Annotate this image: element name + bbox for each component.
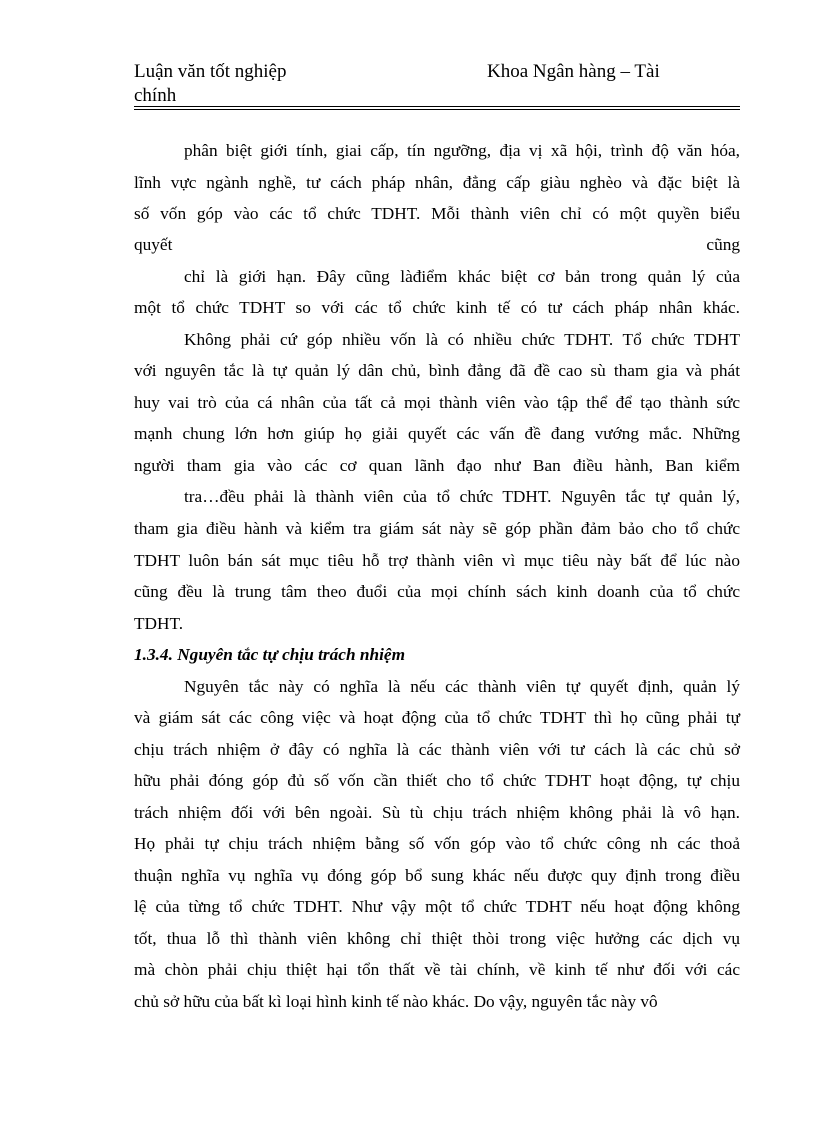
body-line: tra…đều phải là thành viên của tổ chức TDHT. Nguyên tắc tự quản lý, [184,487,740,506]
body-line: Nguyên tắc này có nghĩa là nếu các thành viên tự quyết định, quản lý [184,677,740,696]
header-right-title: Khoa Ngân hàng – Tài [487,61,660,82]
header-left-continuation: chính [134,85,177,106]
header-left-title: Luận văn tốt nghiệp [134,61,287,82]
body-line: và giám sát các công việc và hoạt động của tổ chức TDHT thì họ cũng phải tự [134,708,740,727]
body-line: Họ phải tự chịu trách nhiệm bằng số vốn góp vào tổ chức công nh các thoả [134,834,740,853]
body-line: chỉ là giới hạn. Đây cũng làđiểm khác biệt cơ bản trong quản lý của [184,267,740,286]
body-line: tốt, thua lỗ thì thành viên không chỉ thiệt thòi trong việc hưởng các dịch vụ [134,929,740,948]
body-line [134,233,740,257]
body-line: trách nhiệm đối với bên ngoài. Sù tù chịu trách nhiệm không phải là vô hạn. [134,803,740,822]
body-line: số vốn góp vào các tổ chức TDHT. Mỗi thành viên chỉ có một quyền biểu [134,204,740,223]
body-line: chủ sở hữu của bất kì loại hình kinh tế nào khác. Do vậy, nguyên tắc này vô [134,992,658,1011]
body-line: TDHT luôn bán sát mục tiêu hỗ trợ thành viên vì mục tiêu này bất để lúc nào [134,551,740,570]
header-rule-bottom [134,109,740,110]
body-line: với nguyên tắc là tự quản lý dân chủ, bình đẳng đã đề cao sù tham gia và phát [134,361,740,380]
body-line: mà chòn phải chịu thiệt hại tổn thất về tài chính, về kinh tế như đối với các [134,960,740,979]
body-line: lệ của từng tổ chức TDHT. Như vậy một tổ chức TDHT nếu hoạt động không [134,897,740,916]
section-heading: 1.3.4. Nguyên tắc tự chịu trách nhiệm [134,645,406,664]
body-line: Không phải cứ góp nhiều vốn là có nhiều chức TDHT. Tổ chức TDHT [184,330,740,349]
header-rule-top [134,106,740,107]
body-line: thuận nghĩa vụ nghĩa vụ đóng góp bổ sung khác nếu được quy định trong điều [134,866,740,885]
body-line: người tham gia vào các cơ quan lãnh đạo như Ban điều hành, Ban kiểm [134,456,740,475]
body-line: mạnh chung lớn hơn giúp họ giải quyết các vấn đề đang vướng mắc. Những [134,424,740,443]
body-line: tham gia điều hành và kiểm tra giám sát này sẽ góp phần đảm bảo cho tổ chức [134,519,740,538]
body-line: chịu trách nhiệm ở đây có nghĩa là các thành viên với tư cách là các chủ sở [134,740,740,759]
body-word: quyết [134,235,173,254]
body-line: TDHT. [134,614,184,633]
body-line: cũng đều là trung tâm theo đuổi của mọi chính sách kinh doanh của tổ chức [134,582,740,601]
body-line: một tổ chức TDHT so với các tổ chức kinh tế có tư cách pháp nhân khác. [134,298,740,317]
body-word: cũng [706,235,740,254]
body-line: lĩnh vực ngành nghề, tư cách pháp nhân, đẳng cấp giàu nghèo và đặc biệt là [134,173,740,192]
body-line: phân biệt giới tính, giai cấp, tín ngưỡng, địa vị xã hội, trình độ văn hóa, [184,141,740,160]
body-line: huy vai trò của cá nhân của tất cả mọi thành viên vào tập thể để tạo thành sức [134,393,740,412]
body-line: hữu phải đóng góp đủ số vốn cần thiết cho tổ chức TDHT hoạt động, tự chịu [134,771,740,790]
